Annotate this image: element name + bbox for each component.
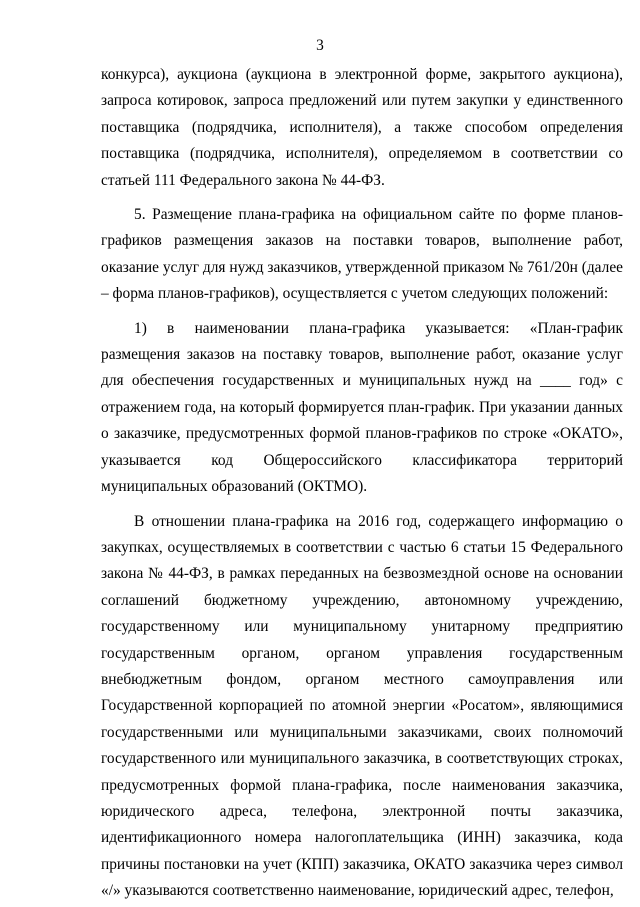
paragraph-plan-2016: В отношении плана-графика на 2016 год, содержащего информацию о закупках, осуществляемых в соответствии с частью 6 статьи 15 Федерального закона № 44-ФЗ, в рамках переданных на безвозмездной основе на основании соглашений бюджетному учреждению, автономному учреждению, государственному или муниципальному унитарному предприятию государственным органом, органом управления государственным внебюджетным фондом, органом местного самоуправления или Государственной корпорацией по атомной энергии «Росатом», являющимися государственными или муниципальными заказчиками, своих полномочий государственного или муниципального заказчика, в соответствующих строках, предусмотренных формой плана-графика, после наименования заказчика, юридического адреса, телефона, электронной почты заказчика, идентификационного номера налогоплательщика (ИНН) заказчика, кода причины постановки на учет (КПП) заказчика, ОКАТО заказчика через символ «/» указываются соответственно наименование, юридический адрес, телефон, <box>101 512 623 900</box>
paragraph-item-5: 5. Размещение плана-графика на официальном сайте по форме планов-графиков размещения заказов на поставки товаров, выполнение работ, оказание услуг для нужд заказчиков, утвержденной приказом № 761/20н (далее – форма планов-графиков), осуществляется с учетом следующих положений: <box>101 206 623 303</box>
paragraph-subitem-1: 1) в наименовании плана-графика указывается: «План-график размещения заказов на поставку товаров, выполнение работ, оказание услуг для обеспечения государственных и муниципальных нужд на ____ год» с отражением года, на который формируется план-график. При указании данных о заказчике, предусмотренных формой планов-графиков по строке «ОКАТО», указывается код Общероссийского классификатора территорий муниципальных образований (ОКТМО). <box>101 319 623 496</box>
page-number: 3 <box>316 37 324 54</box>
paragraph-continuation: конкурса), аукциона (аукциона в электронной форме, закрытого аукциона), запроса котировок, запроса предложений или путем закупки у единственного поставщика (подрядчика, исполнителя), а также способом определения поставщика (подрядчика, исполнителя), определяемом в соответствии со статьей 111 Федерального закона № 44-ФЗ. <box>101 66 623 189</box>
document-body <box>101 62 623 907</box>
